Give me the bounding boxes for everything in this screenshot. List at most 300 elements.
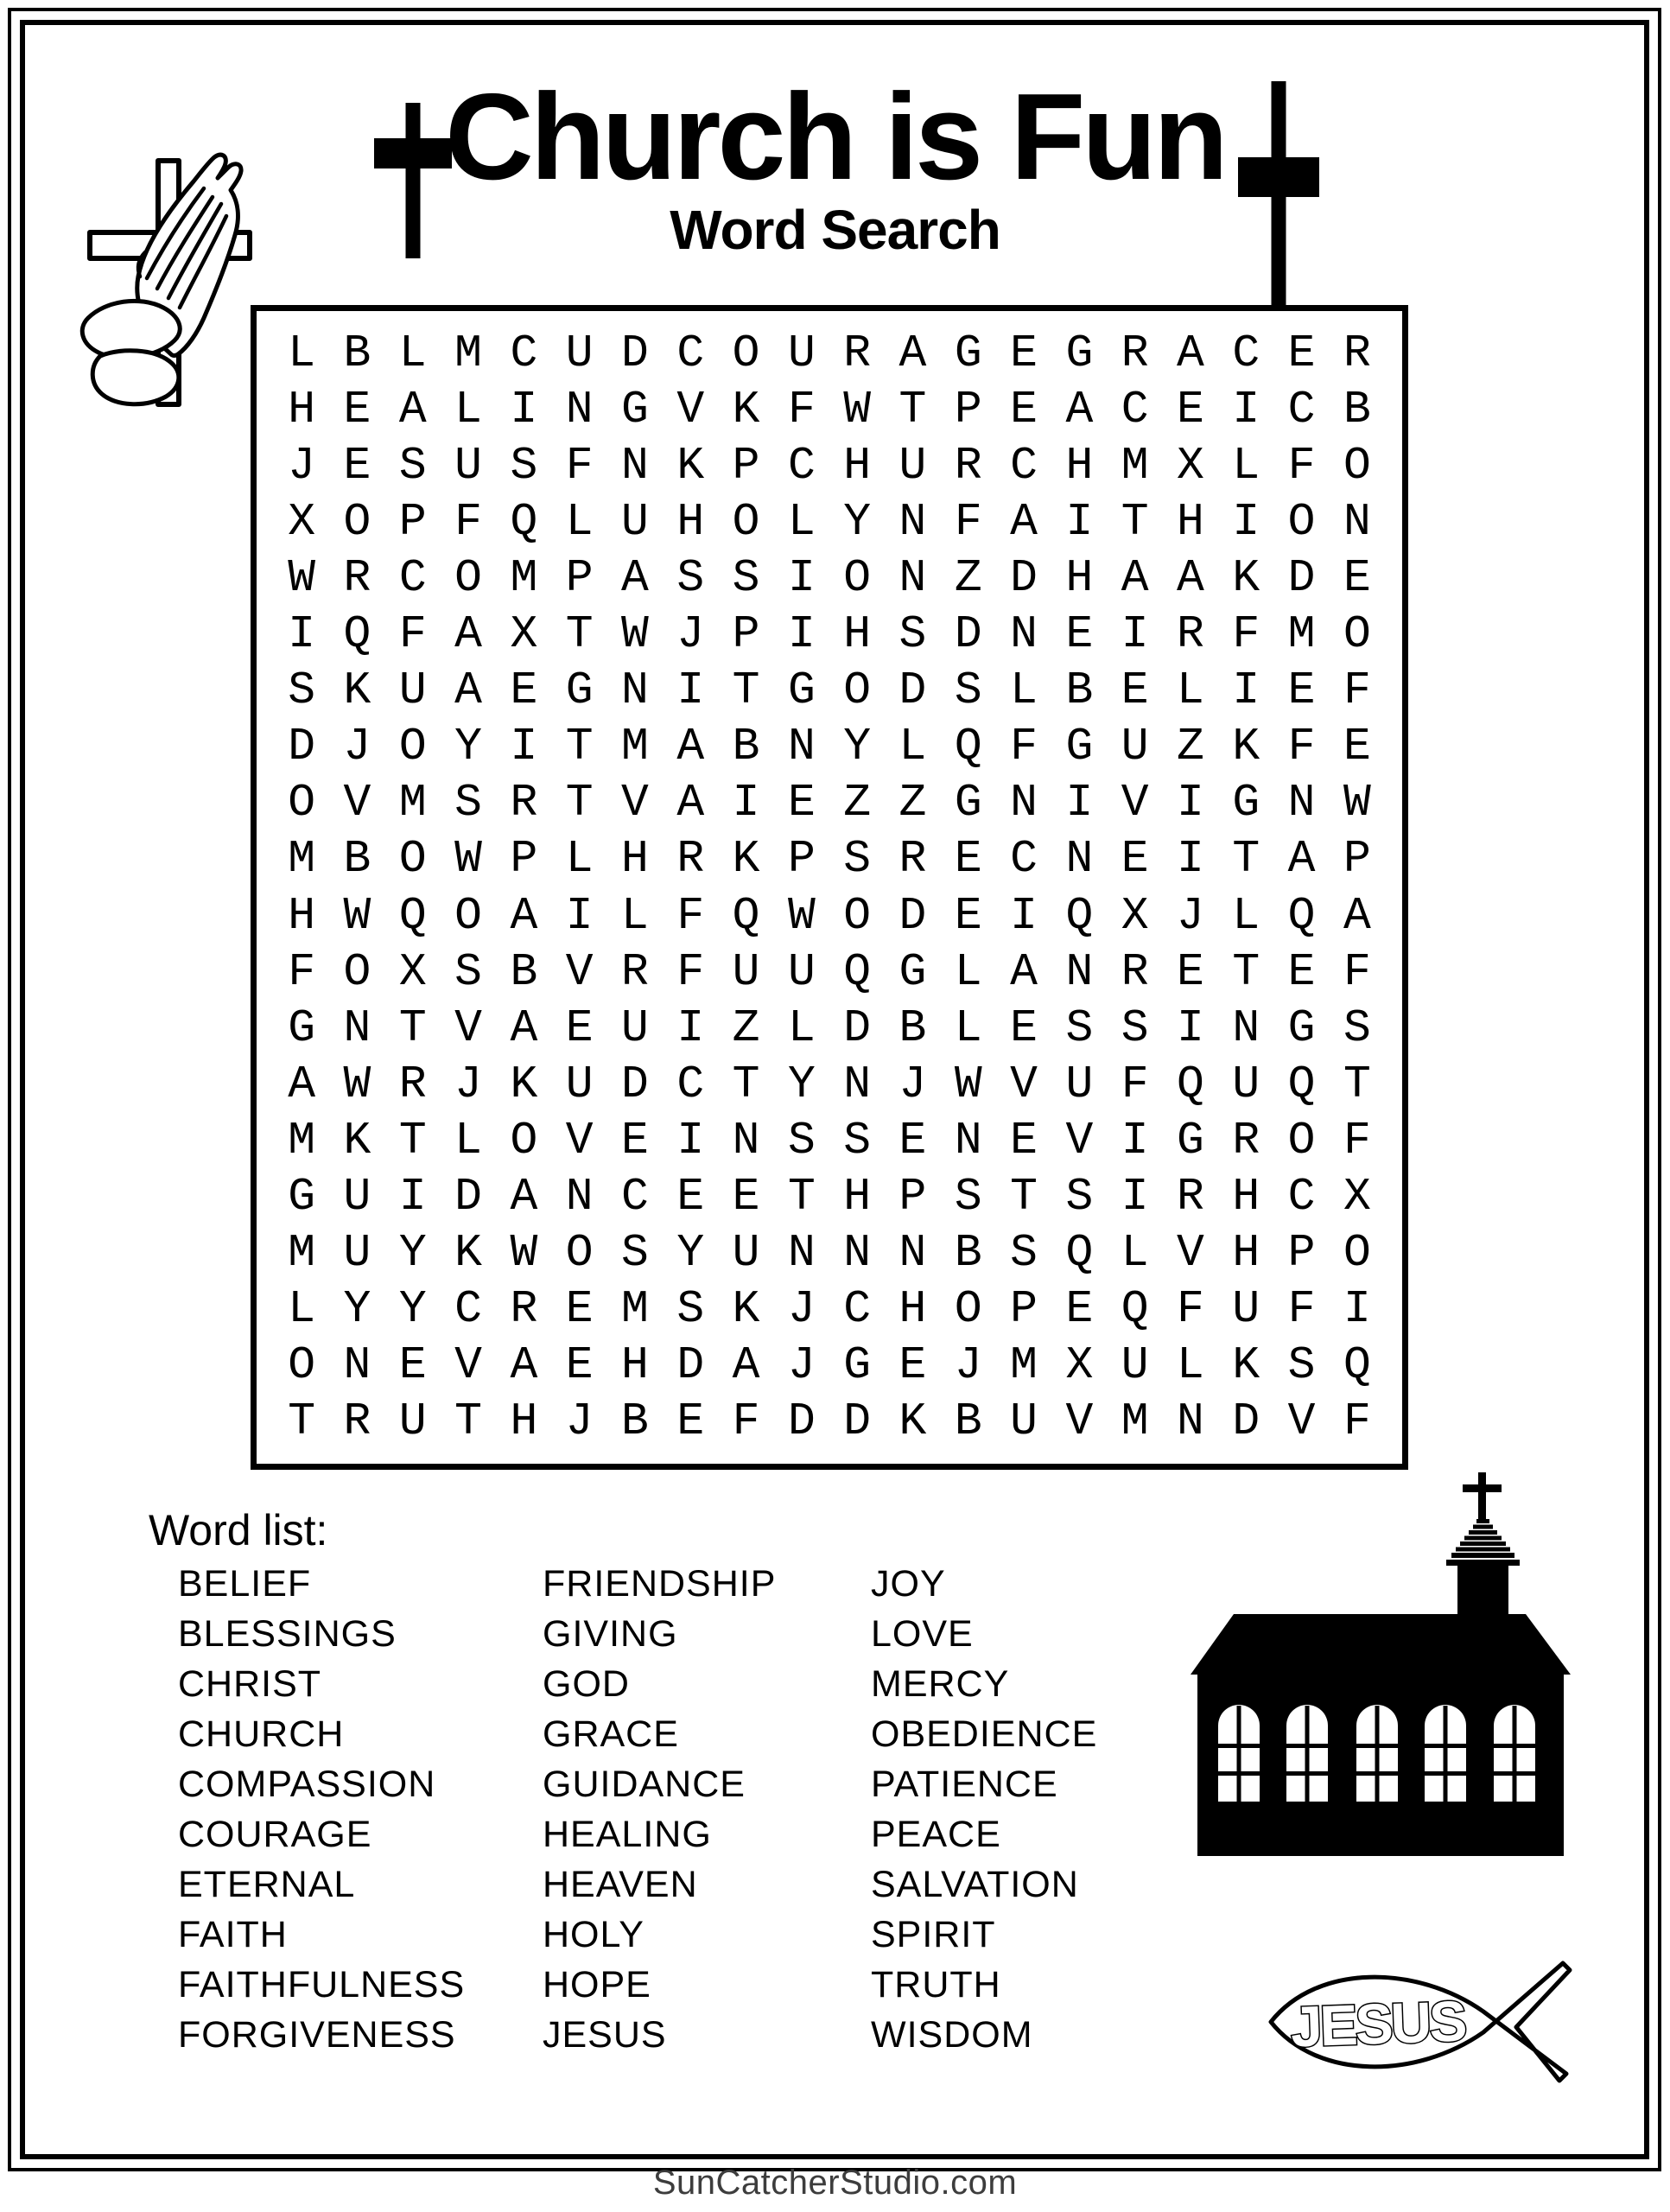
grid-cell: L	[621, 889, 649, 942]
word-list-column-1	[178, 1559, 465, 2060]
grid-cell: T	[898, 383, 927, 435]
grid-cell: O	[843, 551, 872, 604]
grid-cell: E	[1065, 1283, 1094, 1336]
grid-cell: L	[288, 327, 316, 379]
grid-cell: E	[398, 1339, 427, 1392]
grid-cell: C	[398, 551, 427, 604]
grid-cell: S	[898, 608, 927, 661]
grid-cell: Q	[398, 889, 427, 942]
grid-cell: E	[1287, 945, 1316, 998]
grid-cell: W	[454, 833, 482, 886]
word-list-item: COURAGE	[178, 1814, 372, 1855]
grid-cell: R	[510, 1283, 538, 1336]
grid-cell: N	[1343, 495, 1371, 548]
grid-cell: W	[621, 608, 649, 661]
grid-cell: N	[843, 1227, 872, 1280]
footer-site-text: SunCatcherStudio.com	[652, 2164, 1018, 2202]
grid-cell: N	[898, 1227, 927, 1280]
word-list-item: CHURCH	[178, 1713, 345, 1755]
jesus-fish-icon	[1266, 1956, 1584, 2088]
grid-cell: E	[954, 889, 982, 942]
grid-cell: N	[1287, 777, 1316, 830]
word-list-item: SALVATION	[871, 1864, 1079, 1905]
grid-cell: A	[454, 608, 482, 661]
grid-cell: C	[676, 1058, 705, 1110]
word-list-item: COMPASSION	[178, 1764, 436, 1805]
grid-cell: M	[288, 1114, 316, 1166]
grid-cell: T	[565, 721, 594, 773]
grid-cell: V	[1010, 1058, 1038, 1110]
grid-cell: E	[343, 383, 371, 435]
grid-cell: I	[398, 1171, 427, 1224]
grid-cell: P	[898, 1171, 927, 1224]
grid-cell: N	[621, 664, 649, 717]
grid-cell: F	[565, 439, 594, 492]
grid-cell: X	[1121, 889, 1149, 942]
word-list-column-2	[543, 1559, 776, 2060]
grid-cell: T	[1232, 945, 1260, 998]
grid-cell: D	[621, 327, 649, 379]
grid-cell: E	[1287, 664, 1316, 717]
grid-cell: O	[510, 1114, 538, 1166]
grid-cell: N	[787, 721, 816, 773]
grid-cell: O	[288, 777, 316, 830]
grid-cell: I	[1065, 777, 1094, 830]
grid-cell: M	[621, 1283, 649, 1336]
grid-cell: E	[1010, 383, 1038, 435]
grid-cell: A	[898, 327, 927, 379]
grid-cell: L	[565, 495, 594, 548]
grid-cell: Y	[398, 1283, 427, 1336]
grid-cell: J	[343, 721, 371, 773]
grid-cell: C	[454, 1283, 482, 1336]
grid-cell: H	[843, 1171, 872, 1224]
grid-cell: H	[1065, 439, 1094, 492]
grid-cell: E	[1287, 327, 1316, 379]
grid-cell: M	[510, 551, 538, 604]
word-list-item: WISDOM	[871, 2014, 1033, 2056]
grid-cell: D	[898, 889, 927, 942]
grid-cell: F	[1177, 1283, 1204, 1336]
grid-cell: L	[288, 1283, 316, 1336]
grid-cell: K	[454, 1227, 482, 1280]
grid-cell: R	[343, 551, 371, 604]
grid-cell: J	[898, 1058, 927, 1110]
grid-cell: A	[1065, 383, 1094, 435]
grid-cell: L	[398, 327, 427, 379]
grid-cell: E	[565, 1339, 594, 1392]
grid-cell: F	[1343, 945, 1371, 998]
grid-cell: S	[621, 1227, 649, 1280]
grid-cell: O	[1343, 439, 1371, 492]
grid-cell: W	[954, 1058, 982, 1110]
grid-cell: N	[621, 439, 649, 492]
grid-cell: B	[1343, 383, 1371, 435]
grid-row	[274, 719, 1385, 775]
grid-cell: R	[1121, 945, 1149, 998]
grid-cell: Z	[1177, 721, 1204, 773]
grid-cell: M	[454, 327, 482, 379]
grid-cell: H	[621, 1339, 649, 1392]
grid-cell: D	[621, 1058, 649, 1110]
grid-cell: E	[1010, 1114, 1038, 1166]
grid-cell: U	[343, 1227, 371, 1280]
grid-cell: O	[288, 1339, 316, 1392]
grid-cell: D	[1010, 551, 1038, 604]
grid-row	[274, 1000, 1385, 1056]
grid-cell: F	[1287, 439, 1316, 492]
grid-cell: B	[510, 945, 538, 998]
grid-cell: S	[1287, 1339, 1316, 1392]
grid-cell: B	[343, 833, 371, 886]
grid-cell: H	[1232, 1227, 1260, 1280]
grid-cell: P	[1343, 833, 1371, 886]
grid-cell: U	[621, 1001, 649, 1054]
grid-cell: O	[1343, 1227, 1371, 1280]
grid-cell: U	[565, 1058, 594, 1110]
grid-cell: U	[565, 327, 594, 379]
word-list-item: OBEDIENCE	[871, 1713, 1098, 1755]
grid-cell: G	[288, 1001, 316, 1054]
grid-cell: I	[1177, 833, 1204, 886]
grid-cell: X	[288, 495, 316, 548]
grid-row	[274, 775, 1385, 831]
grid-cell: U	[732, 1227, 760, 1280]
grid-cell: F	[288, 945, 316, 998]
grid-cell: P	[954, 383, 982, 435]
grid-cell: S	[454, 777, 482, 830]
grid-cell: A	[732, 1339, 760, 1392]
grid-cell: I	[732, 777, 760, 830]
grid-cell: Q	[1065, 1227, 1094, 1280]
grid-cell: V	[621, 777, 649, 830]
grid-cell: Q	[1287, 1058, 1316, 1110]
grid-cell: O	[454, 551, 482, 604]
grid-cell: S	[676, 551, 705, 604]
grid-cell: T	[787, 1171, 816, 1224]
grid-cell: S	[288, 664, 316, 717]
grid-cell: Q	[1287, 889, 1316, 942]
grid-cell: I	[288, 608, 316, 661]
church-roof	[1191, 1614, 1571, 1675]
grid-cell: N	[343, 1001, 371, 1054]
grid-cell: T	[1121, 495, 1149, 548]
word-list-item: SPIRIT	[871, 1914, 996, 1955]
grid-cell: U	[398, 1395, 427, 1448]
grid-row	[274, 1225, 1385, 1281]
grid-cell: H	[898, 1283, 927, 1336]
grid-cell: E	[510, 664, 538, 717]
grid-cell: D	[288, 721, 316, 773]
grid-cell: B	[732, 721, 760, 773]
grid-cell: Q	[1177, 1058, 1204, 1110]
grid-cell: H	[1177, 495, 1204, 548]
grid-cell: R	[898, 833, 927, 886]
grid-cell: O	[343, 945, 371, 998]
grid-cell: P	[787, 833, 816, 886]
grid-cell: T	[1343, 1058, 1371, 1110]
church-icon	[1191, 1471, 1571, 1856]
grid-cell: J	[1177, 889, 1204, 942]
grid-cell: T	[732, 664, 760, 717]
grid-row	[274, 944, 1385, 1000]
word-list-item: MERCY	[871, 1663, 1010, 1705]
grid-cell: A	[1177, 551, 1204, 604]
grid-cell: E	[343, 439, 371, 492]
grid-cell: A	[454, 664, 482, 717]
grid-cell: E	[565, 1283, 594, 1336]
grid-cell: K	[732, 833, 760, 886]
grid-cell: I	[510, 721, 538, 773]
grid-cell: W	[343, 1058, 371, 1110]
grid-cell: T	[732, 1058, 760, 1110]
grid-cell: S	[398, 439, 427, 492]
grid-cell: N	[954, 1114, 982, 1166]
grid-cell: O	[954, 1283, 982, 1336]
grid-cell: I	[787, 608, 816, 661]
grid-cell: T	[1232, 833, 1260, 886]
grid-cell: E	[1121, 833, 1149, 886]
grid-cell: V	[565, 1114, 594, 1166]
grid-cell: E	[1177, 945, 1204, 998]
grid-cell: I	[1121, 1171, 1149, 1224]
grid-cell: E	[732, 1171, 760, 1224]
grid-cell: H	[1232, 1171, 1260, 1224]
grid-cell: K	[732, 1283, 760, 1336]
grid-cell: D	[843, 1001, 872, 1054]
grid-cell: O	[1287, 495, 1316, 548]
grid-row	[274, 831, 1385, 887]
grid-cell: V	[676, 383, 705, 435]
grid-cell: J	[787, 1283, 816, 1336]
grid-cell: U	[454, 439, 482, 492]
grid-cell: S	[1343, 1001, 1371, 1054]
grid-cell: M	[1287, 608, 1316, 661]
grid-cell: E	[1177, 383, 1204, 435]
grid-cell: L	[954, 1001, 982, 1054]
grid-cell: S	[1121, 1001, 1149, 1054]
grid-cell: T	[398, 1001, 427, 1054]
grid-cell: T	[454, 1395, 482, 1448]
word-list-item: GIVING	[543, 1613, 678, 1655]
grid-cell: T	[565, 608, 594, 661]
grid-cell: L	[565, 833, 594, 886]
grid-cell: C	[1287, 1171, 1316, 1224]
fish-jesus-text: JESUS	[1289, 1988, 1466, 2059]
grid-cell: B	[898, 1001, 927, 1054]
grid-cell: I	[1177, 1001, 1204, 1054]
grid-cell: N	[1010, 608, 1038, 661]
grid-cell: P	[510, 833, 538, 886]
grid-cell: E	[1121, 664, 1149, 717]
grid-cell: S	[454, 945, 482, 998]
grid-cell: K	[1232, 1339, 1260, 1392]
grid-cell: S	[954, 1171, 982, 1224]
page-subtitle: Word Search	[670, 199, 1000, 261]
grid-cell: H	[621, 833, 649, 886]
grid-cell: U	[1065, 1058, 1094, 1110]
grid-cell: W	[1343, 777, 1371, 830]
grid-cell: H	[288, 383, 316, 435]
grid-cell: F	[1010, 721, 1038, 773]
word-list-label: Word list:	[149, 1506, 328, 1554]
grid-cell: P	[732, 608, 760, 661]
grid-cell: A	[1010, 945, 1038, 998]
grid-cell: D	[676, 1339, 705, 1392]
grid-cell: L	[787, 495, 816, 548]
grid-cell: R	[343, 1395, 371, 1448]
grid-cell: A	[1287, 833, 1316, 886]
grid-cell: O	[398, 721, 427, 773]
grid-cell: T	[565, 777, 594, 830]
grid-cell: E	[676, 1395, 705, 1448]
grid-cell: I	[787, 551, 816, 604]
grid-cell: A	[1177, 327, 1204, 379]
grid-cell: F	[1121, 1058, 1149, 1110]
grid-cell: D	[843, 1395, 872, 1448]
grid-cell: I	[676, 1114, 705, 1166]
steeple-cross-icon	[1478, 1472, 1486, 1521]
grid-cell: F	[732, 1395, 760, 1448]
grid-cell: N	[1010, 777, 1038, 830]
grid-cell: P	[732, 439, 760, 492]
grid-cell: L	[454, 383, 482, 435]
grid-cell: R	[621, 945, 649, 998]
grid-cell: Z	[898, 777, 927, 830]
grid-cell: X	[1343, 1171, 1371, 1224]
grid-cell: N	[843, 1058, 872, 1110]
grid-cell: S	[510, 439, 538, 492]
grid-cell: J	[954, 1339, 982, 1392]
grid-row	[274, 550, 1385, 606]
grid-cell: D	[898, 664, 927, 717]
word-list-item: GOD	[543, 1663, 630, 1705]
grid-cell: X	[510, 608, 538, 661]
grid-cell: L	[1177, 664, 1204, 717]
grid-cell: N	[1232, 1001, 1260, 1054]
grid-cell: M	[398, 777, 427, 830]
word-list-item: JOY	[871, 1563, 946, 1605]
word-list-item: GRACE	[543, 1713, 679, 1755]
grid-cell: E	[621, 1114, 649, 1166]
grid-cell: F	[954, 495, 982, 548]
word-list-item: HEALING	[543, 1814, 712, 1855]
grid-cell: R	[510, 777, 538, 830]
grid-cell: I	[1232, 495, 1260, 548]
grid-cell: I	[510, 383, 538, 435]
grid-cell: W	[787, 889, 816, 942]
grid-cell: P	[1287, 1227, 1316, 1280]
grid-cell: A	[621, 551, 649, 604]
word-list-item: HOPE	[543, 1964, 651, 2005]
grid-cell: S	[676, 1283, 705, 1336]
grid-cell: Q	[510, 495, 538, 548]
grid-cell: L	[898, 721, 927, 773]
grid-cell: B	[343, 327, 371, 379]
word-list-item: TRUTH	[871, 1964, 1001, 2005]
grid-cell: H	[288, 889, 316, 942]
grid-cell: R	[1232, 1114, 1260, 1166]
grid-cell: U	[1232, 1058, 1260, 1110]
grid-cell: Y	[343, 1283, 371, 1336]
grid-cell: E	[1343, 551, 1371, 604]
word-list-item: BELIEF	[178, 1563, 312, 1605]
grid-cell: K	[343, 1114, 371, 1166]
grid-cell: F	[1232, 608, 1260, 661]
grid-cell: I	[1232, 383, 1260, 435]
grid-cell: M	[1010, 1339, 1038, 1392]
grid-cell: U	[343, 1171, 371, 1224]
grid-cell: E	[1343, 721, 1371, 773]
grid-cell: S	[1065, 1001, 1094, 1054]
grid-cell: J	[787, 1339, 816, 1392]
grid-cell: O	[1343, 608, 1371, 661]
grid-cell: V	[1065, 1395, 1094, 1448]
grid-cell: A	[1010, 495, 1038, 548]
grid-cell: M	[1121, 1395, 1149, 1448]
grid-cell: B	[621, 1395, 649, 1448]
grid-cell: V	[1287, 1395, 1316, 1448]
grid-cell: O	[732, 495, 760, 548]
word-list-item: HEAVEN	[543, 1864, 698, 1905]
grid-cell: U	[1121, 721, 1149, 773]
grid-cell: U	[1010, 1395, 1038, 1448]
grid-cell: K	[510, 1058, 538, 1110]
grid-cell: F	[454, 495, 482, 548]
grid-cell: I	[676, 1001, 705, 1054]
grid-cell: I	[1177, 777, 1204, 830]
grid-cell: C	[1232, 327, 1260, 379]
grid-cell: G	[621, 383, 649, 435]
grid-cell: F	[676, 945, 705, 998]
grid-cell: O	[398, 833, 427, 886]
grid-cell: D	[1287, 551, 1316, 604]
grid-cell: G	[1177, 1114, 1204, 1166]
grid-cell: E	[1010, 327, 1038, 379]
steeple-tower	[1457, 1566, 1508, 1616]
grid-cell: D	[1232, 1395, 1260, 1448]
grid-row	[274, 1338, 1385, 1394]
word-list-item: BLESSINGS	[178, 1613, 397, 1655]
grid-cell: Q	[1121, 1283, 1149, 1336]
grid-cell: Y	[454, 721, 482, 773]
grid-cell: Q	[843, 945, 872, 998]
grid-cell: H	[843, 439, 872, 492]
grid-row	[274, 437, 1385, 493]
word-list-item: CHRIST	[178, 1663, 322, 1705]
grid-cell: F	[1287, 1283, 1316, 1336]
grid-cell: J	[288, 439, 316, 492]
grid-cell: L	[1010, 664, 1038, 717]
page-title: Church is Fun	[445, 68, 1225, 206]
grid-cell: R	[843, 327, 872, 379]
grid-cell: S	[843, 833, 872, 886]
grid-cell: F	[787, 383, 816, 435]
grid-cell: O	[343, 495, 371, 548]
grid-cell: D	[787, 1395, 816, 1448]
grid-cell: L	[787, 1001, 816, 1054]
grid-cell: H	[676, 495, 705, 548]
grid-cell: Z	[843, 777, 872, 830]
grid-row	[274, 493, 1385, 550]
grid-cell: V	[1177, 1227, 1204, 1280]
grid-cell: G	[954, 777, 982, 830]
grid-cell: I	[676, 664, 705, 717]
grid-cell: K	[1232, 551, 1260, 604]
grid-cell: Q	[1065, 889, 1094, 942]
grid-cell: M	[1121, 439, 1149, 492]
grid-cell: E	[1065, 608, 1094, 661]
